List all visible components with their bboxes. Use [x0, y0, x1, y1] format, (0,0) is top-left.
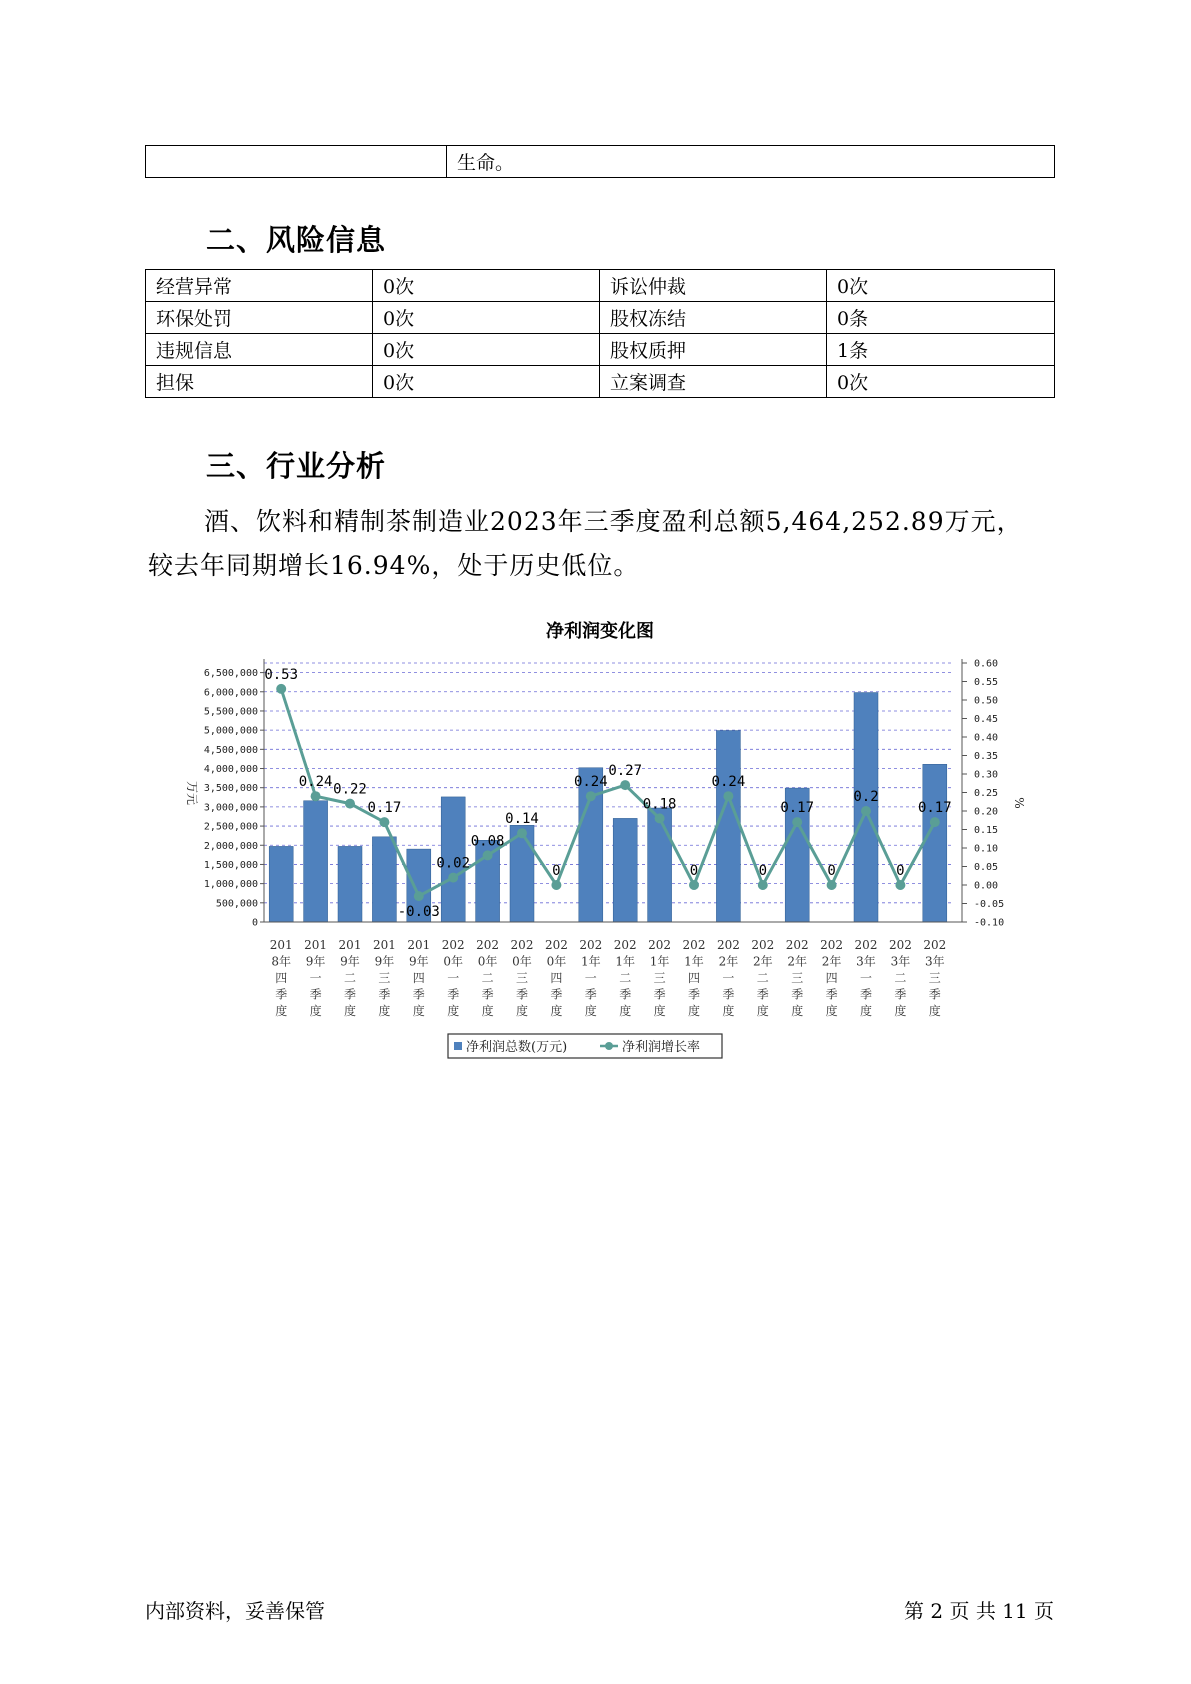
bar — [923, 764, 947, 922]
bar — [338, 846, 362, 922]
data-label: 0.14 — [505, 811, 539, 828]
risk-table — [145, 269, 1055, 398]
y-tick-label: 3,000,000 — [203, 802, 258, 814]
y2-tick-label: -0.05 — [974, 899, 1005, 910]
data-label: 0 — [758, 863, 768, 879]
risk-value: 0次 — [827, 366, 1055, 398]
legend-line-marker — [605, 1042, 613, 1050]
data-label: -0.03 — [397, 904, 440, 921]
data-label: 0.53 — [264, 666, 299, 683]
top-table-cell-left — [146, 146, 447, 178]
bar — [648, 808, 672, 922]
risk-row — [146, 270, 1055, 302]
data-label: 0.18 — [642, 796, 677, 813]
bar — [613, 818, 637, 922]
y2-tick-label: 0.30 — [974, 769, 999, 781]
legend-bar-label: 净利润总数(万元) — [466, 1040, 568, 1055]
y-tick-label: 6,500,000 — [203, 668, 258, 680]
data-label: 0.24 — [298, 774, 333, 791]
growth-point — [792, 817, 802, 827]
y-tick-label: 5,500,000 — [203, 706, 258, 718]
y-tick-label: 4,000,000 — [203, 764, 258, 776]
risk-value: 1条 — [827, 334, 1055, 366]
y2-tick-label: 0.20 — [974, 806, 999, 818]
data-label: 0.17 — [780, 800, 815, 817]
y2-tick-label: 0.10 — [974, 843, 999, 855]
bar — [372, 837, 396, 922]
y2-tick-label: 0.35 — [974, 751, 999, 762]
risk-label: 诉讼仲裁 — [600, 270, 827, 302]
y-tick-label: 500,000 — [215, 898, 258, 910]
risk-label: 经营异常 — [146, 270, 373, 302]
chart-legend — [448, 1034, 722, 1058]
data-label: 0 — [689, 863, 699, 879]
y-tick-label: 0 — [251, 917, 258, 929]
growth-point — [379, 817, 389, 827]
x-tick-label: 202 0年一季度 — [441, 938, 465, 1018]
data-label: 0.08 — [470, 833, 505, 850]
data-label: 0.17 — [367, 800, 402, 817]
y-tick-label: 4,500,000 — [203, 744, 258, 756]
x-tick-label: 202 2年四季度 — [820, 938, 844, 1018]
data-label: 0.2 — [853, 789, 879, 805]
y-tick-label: 1,000,000 — [203, 879, 258, 891]
legend-line-label: 净利润增长率 — [622, 1040, 701, 1055]
y-tick-label: 1,500,000 — [203, 859, 258, 871]
y-tick-label: 6,000,000 — [203, 687, 258, 699]
growth-point — [414, 891, 424, 901]
x-tick-label: 202 0年三季度 — [510, 938, 534, 1018]
x-tick-label: 201 9年二季度 — [338, 938, 362, 1018]
data-label: 0.22 — [333, 781, 367, 798]
growth-point — [276, 684, 286, 694]
x-tick-label: 202 0年二季度 — [476, 938, 500, 1018]
risk-label: 立案调查 — [600, 366, 827, 398]
footer-note: 内部资料，妥善保管 — [145, 1599, 325, 1623]
risk-value: 0次 — [827, 270, 1055, 302]
y2-tick-label: 0.05 — [974, 862, 999, 873]
chart-gridlines — [264, 663, 952, 903]
top-table — [145, 145, 1055, 178]
data-label: 0 — [552, 863, 561, 879]
x-tick-label: 202 1年一季度 — [579, 938, 603, 1018]
growth-point — [930, 817, 940, 827]
risk-value: 0次 — [373, 366, 600, 398]
growth-point — [345, 799, 355, 809]
growth-point — [517, 828, 527, 838]
growth-point — [483, 850, 493, 860]
risk-value: 0次 — [373, 270, 600, 302]
top-table-cell-right: 生命。 — [447, 146, 1055, 178]
chart-x-ticks — [270, 938, 947, 1018]
y-tick-label: 2,500,000 — [203, 821, 258, 833]
x-tick-label: 202 2年三季度 — [785, 938, 809, 1018]
growth-point — [448, 873, 458, 883]
x-tick-label: 202 3年一季度 — [854, 938, 878, 1018]
growth-point — [620, 780, 630, 790]
y2-tick-label: 0.25 — [974, 788, 999, 799]
data-label: 0 — [896, 863, 905, 879]
bar — [269, 846, 293, 922]
growth-point — [311, 791, 321, 801]
x-tick-label: 201 9年四季度 — [407, 938, 431, 1018]
data-label: 0.02 — [436, 855, 471, 872]
bar — [304, 801, 328, 922]
y-tick-label: 2,000,000 — [203, 840, 258, 852]
growth-point — [827, 880, 837, 890]
growth-point — [586, 791, 596, 801]
data-label: 0.24 — [711, 774, 746, 791]
x-tick-label: 202 1年二季度 — [613, 938, 637, 1018]
page-number: 第 2 页 共 11 页 — [904, 1599, 1054, 1623]
y2-axis-title: % — [1012, 797, 1026, 809]
x-tick-label: 201 8年四季度 — [269, 938, 293, 1018]
y2-tick-label: 0.60 — [974, 658, 999, 670]
industry-paragraph-line2: 较去年同期增长16.94%，处于历史低位。 — [148, 551, 640, 580]
x-tick-label: 202 0年四季度 — [544, 938, 568, 1018]
risk-row — [146, 366, 1055, 398]
y-axis-title: 万元 — [185, 780, 199, 806]
growth-point — [551, 880, 561, 890]
risk-label: 股权质押 — [600, 334, 827, 366]
x-tick-label: 201 9年一季度 — [304, 938, 328, 1018]
chart-data-labels — [264, 667, 951, 920]
growth-point — [723, 791, 733, 801]
net-profit-chart — [160, 655, 1040, 1065]
x-tick-label: 202 2年一季度 — [716, 938, 740, 1018]
risk-section-title: 二、风险信息 — [206, 223, 387, 257]
growth-point — [689, 880, 699, 890]
x-tick-label: 202 3年三季度 — [923, 938, 947, 1018]
y2-tick-label: 0.45 — [974, 714, 999, 725]
growth-point — [895, 880, 905, 890]
y2-tick-label: 0.50 — [974, 695, 999, 707]
risk-row — [146, 302, 1055, 334]
data-label: 0.17 — [917, 800, 952, 817]
y-tick-label: 5,000,000 — [203, 725, 258, 737]
legend-bar-swatch — [454, 1042, 462, 1050]
bar — [579, 768, 603, 922]
y2-tick-label: 0.55 — [974, 677, 999, 688]
data-label: 0.27 — [608, 763, 643, 780]
risk-label: 环保处罚 — [146, 302, 373, 334]
growth-point — [861, 806, 871, 816]
risk-label: 股权冻结 — [600, 302, 827, 334]
y2-tick-label: 0.00 — [974, 880, 999, 892]
chart-title: 净利润变化图 — [546, 621, 654, 642]
growth-point — [758, 880, 768, 890]
x-tick-label: 202 1年四季度 — [682, 938, 706, 1018]
risk-value: 0次 — [373, 334, 600, 366]
data-label: 0.24 — [573, 774, 608, 791]
y-tick-label: 3,500,000 — [203, 783, 258, 795]
y2-tick-label: 0.40 — [974, 732, 999, 744]
x-tick-label: 201 9年三季度 — [372, 938, 396, 1018]
industry-section-title: 三、行业分析 — [206, 449, 387, 483]
bar — [716, 731, 740, 922]
industry-paragraph-line1: 酒、饮料和精制茶制造业2023年三季度盈利总额5,464,252.89万元， — [204, 507, 1023, 536]
growth-point — [655, 813, 665, 823]
risk-label: 违规信息 — [146, 334, 373, 366]
x-tick-label: 202 2年二季度 — [751, 938, 775, 1018]
x-tick-label: 202 1年三季度 — [648, 938, 672, 1018]
data-label: 0 — [827, 863, 836, 879]
x-tick-label: 202 3年二季度 — [888, 938, 912, 1018]
y2-tick-label: 0.15 — [974, 825, 999, 836]
y2-tick-label: -0.10 — [974, 917, 1005, 929]
risk-value: 0条 — [827, 302, 1055, 334]
risk-row — [146, 334, 1055, 366]
risk-label: 担保 — [146, 366, 373, 398]
risk-value: 0次 — [373, 302, 600, 334]
